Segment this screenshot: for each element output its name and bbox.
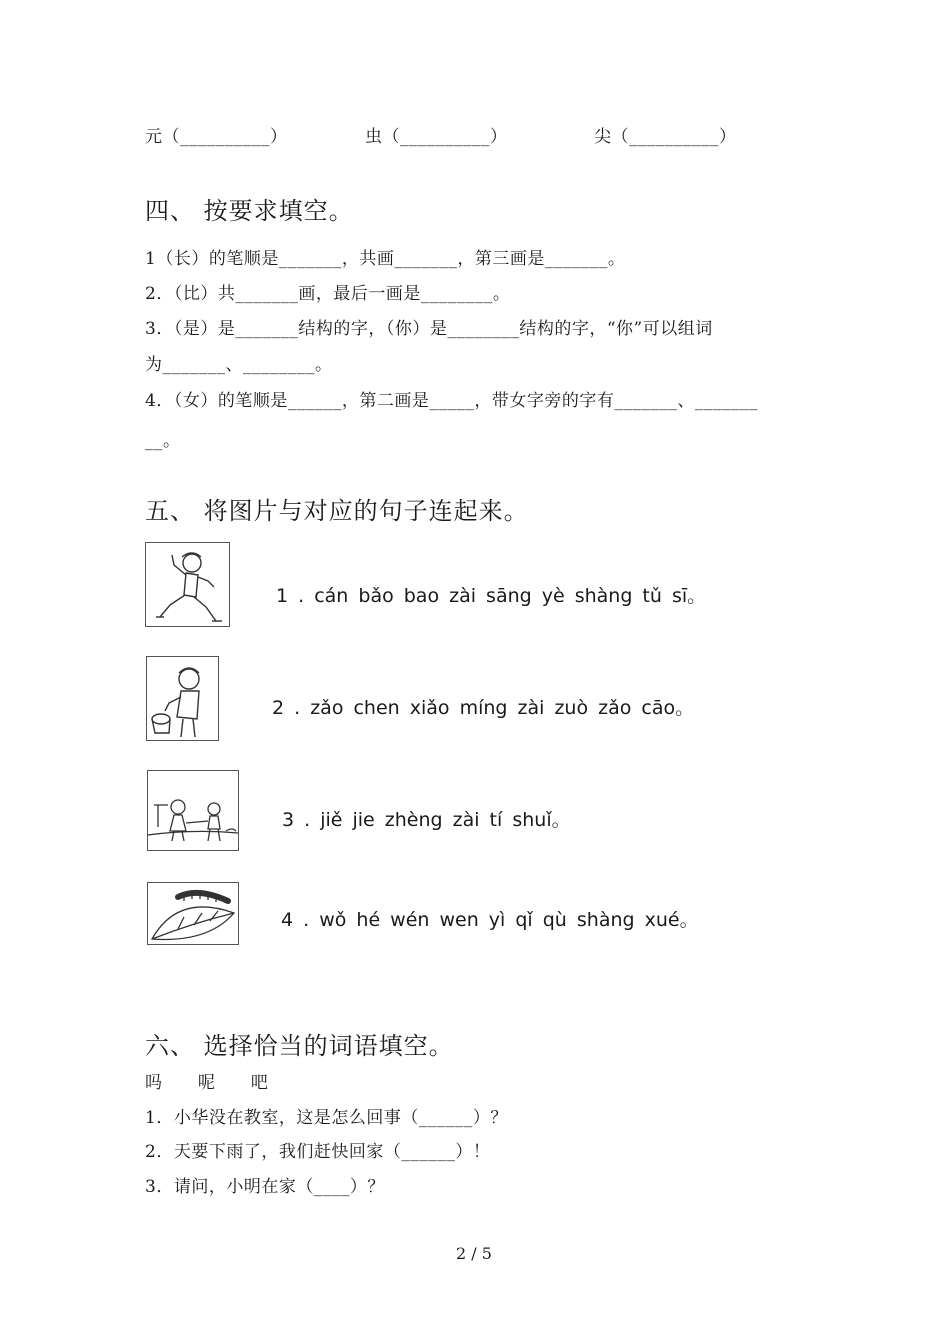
- walk-to-school-picture: [147, 770, 239, 851]
- section-4-line-3b: 为_______、________。: [145, 355, 333, 375]
- section-6-line-1: 1．小华没在教室，这是怎么回事（______）？: [145, 1108, 508, 1128]
- sentence-1: 1 . cán bǎo bao zài sāng yè shàng tǔ sī。: [276, 585, 707, 607]
- section-4-title: 四、 按要求填空。: [145, 197, 354, 225]
- fill-item-chong: 虫（__________）: [365, 127, 508, 147]
- word-bank: 吗 呢 吧: [145, 1073, 269, 1093]
- section-5-title: 五、 将图片与对应的句子连起来。: [145, 497, 529, 525]
- fill-item-jian: 尖（__________）: [594, 127, 737, 147]
- exercise-picture: [145, 542, 230, 627]
- section-4-line-4b: __。: [145, 431, 181, 451]
- sentence-2: 2 . zǎo chen xiǎo míng zài zuò zǎo cāo。: [272, 697, 695, 719]
- section-6-line-3: 3．请问，小明在家（____）？: [145, 1177, 385, 1197]
- section-6-line-2: 2．天要下雨了，我们赶快回家（______）！: [145, 1142, 491, 1162]
- sentence-3: 3 . jiě jie zhèng zài tí shuǐ。: [282, 809, 571, 831]
- page-number: 2 / 5: [456, 1244, 492, 1263]
- sentence-4: 4 . wǒ hé wén wen yì qǐ qù shàng xué。: [281, 909, 699, 931]
- section-6-title: 六、 选择恰当的词语填空。: [145, 1032, 454, 1060]
- silkworm-picture: [147, 882, 239, 945]
- section-4-line-4: 4．（女）的笔顺是______，第二画是_____，带女字旁的字有_______、_______: [145, 391, 758, 411]
- section-4-line-1: 1（长）的笔顺是_______，共画_______，第三画是_______。: [145, 249, 626, 269]
- carry-water-picture: [146, 656, 219, 741]
- fill-item-yuan: 元（__________）: [145, 127, 288, 147]
- section-4-line-3: 3．（是）是_______结构的字，（你）是________结构的字，“你”可以组词: [145, 319, 713, 339]
- section-4-line-2: 2．（比）共_______画，最后一画是________。: [145, 284, 511, 304]
